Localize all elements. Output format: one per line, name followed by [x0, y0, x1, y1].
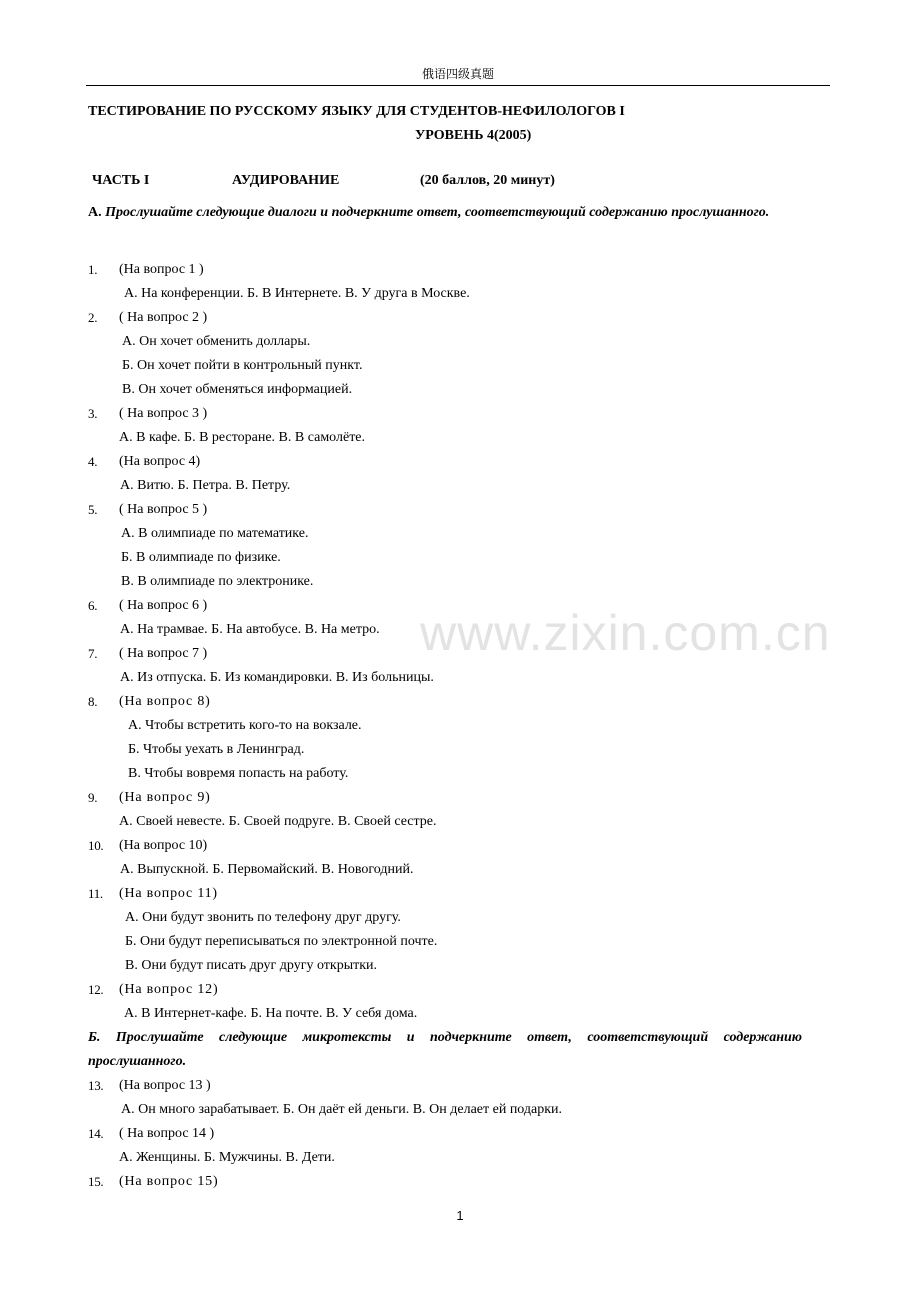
section-a-text: Прослушайте следующие диалоги и подчеркните ответ, соответствующий содержанию прослушанного.: [105, 205, 770, 220]
question-number: 4.: [88, 454, 98, 469]
answer-option: В. Он хочет обменяться информацией.: [122, 382, 353, 397]
section-a-instruction: [88, 201, 826, 225]
question-item: [88, 1074, 828, 1122]
question-prompt: ( На вопрос 7 ): [119, 646, 208, 661]
answer-option: Б. Чтобы уехать в Ленинград.: [128, 742, 305, 757]
answer-option: А. Чтобы встретить кого-то на вокзале.: [128, 718, 362, 733]
question-number: 13.: [88, 1078, 104, 1093]
title-line-2: УРОВЕНЬ 4(2005): [415, 128, 532, 143]
question-header: [88, 1122, 828, 1146]
answer-option: А. В Интернет-кафе. Б. На почте. В. У себя дома.: [124, 1006, 418, 1021]
question-header: [88, 882, 828, 906]
question-header: [88, 1074, 828, 1098]
question-header: [88, 690, 828, 714]
question-prompt: ( На вопрос 14 ): [119, 1126, 215, 1141]
answer-option: А. На трамвае. Б. На автобусе. В. На метро.: [120, 622, 380, 637]
section-b-instruction: [88, 1026, 802, 1074]
question-item: [88, 786, 828, 834]
question-prompt: (На вопрос 9): [119, 790, 211, 805]
question-prompt: (На вопрос 4): [119, 454, 201, 469]
answer-option: Б. Они будут переписываться по электронной почте.: [125, 934, 438, 949]
question-item: [88, 498, 828, 594]
page-number: 1: [456, 1208, 464, 1223]
question-number: 8.: [88, 694, 98, 709]
question-number: 11.: [88, 886, 103, 901]
question-number: 5.: [88, 502, 98, 517]
question-prompt: (На вопрос 8): [119, 694, 211, 709]
question-number: 6.: [88, 598, 98, 613]
question-number: 14.: [88, 1126, 104, 1141]
answer-option: А. Своей невесте. Б. Своей подруге. В. Своей сестре.: [119, 814, 437, 829]
question-header: [88, 498, 828, 522]
question-number: 9.: [88, 790, 98, 805]
question-prompt: (На вопрос 11): [119, 886, 218, 901]
section-b-letter: Б.: [88, 1030, 101, 1045]
part-points: (20 баллов, 20 минут): [420, 173, 555, 188]
question-number: 2.: [88, 310, 98, 325]
question-item: [88, 1122, 828, 1170]
part-name: АУДИРОВАНИЕ: [232, 173, 340, 188]
question-header: [88, 402, 828, 426]
question-item: [88, 450, 828, 498]
part-number: ЧАСТЬ I: [92, 173, 150, 188]
question-prompt: (На вопрос 1 ): [119, 262, 204, 277]
question-item: [88, 882, 828, 978]
answer-option: В. Они будут писать друг другу открытки.: [125, 958, 378, 973]
question-item: [88, 258, 828, 306]
page-header: 俄语四级真题: [421, 67, 494, 81]
question-header: [88, 834, 828, 858]
answer-option: А. Женщины. Б. Мужчины. В. Дети.: [119, 1150, 335, 1165]
answer-option: А. В олимпиаде по математике.: [121, 526, 309, 541]
answer-option: А. В кафе. Б. В ресторане. В. В самолёте.: [119, 430, 366, 445]
question-prompt: (На вопрос 12): [119, 982, 219, 997]
question-item: [88, 642, 828, 690]
answer-option: Б. В олимпиаде по физике.: [121, 550, 281, 565]
answer-option: А. Выпускной. Б. Первомайский. В. Новогодний.: [120, 862, 414, 877]
answer-option: В. В олимпиаде по электронике.: [121, 574, 314, 589]
question-number: 7.: [88, 646, 98, 661]
section-a-letter: А.: [88, 205, 102, 220]
question-header: [88, 594, 828, 618]
answer-option: А. Из отпуска. Б. Из командировки. В. Из больницы.: [120, 670, 434, 685]
question-prompt: (На вопрос 10): [119, 838, 208, 853]
question-number: 3.: [88, 406, 98, 421]
question-prompt: ( На вопрос 6 ): [119, 598, 208, 613]
question-number: 1.: [88, 262, 98, 277]
title-line-1: ТЕСТИРОВАНИЕ ПО РУССКОМУ ЯЗЫКУ ДЛЯ СТУДЕНТОВ-НЕФИЛОЛОГОВ I: [88, 104, 625, 119]
question-prompt: ( На вопрос 3 ): [119, 406, 208, 421]
answer-option: В. Чтобы вовремя попасть на работу.: [128, 766, 349, 781]
question-prompt: (На вопрос 15): [119, 1174, 219, 1189]
question-item: [88, 978, 828, 1026]
answer-option: А. На конференции. Б. В Интернете. В. У друга в Москве.: [124, 286, 470, 301]
question-item: [88, 594, 828, 642]
question-list: [88, 258, 828, 1194]
question-item: [88, 834, 828, 882]
question-prompt: (На вопрос 13 ): [119, 1078, 211, 1093]
answer-option: Б. Он хочет пойти в контрольный пункт.: [122, 358, 363, 373]
question-header: [88, 978, 828, 1002]
header-rule: [86, 85, 830, 86]
document-title: [88, 100, 828, 148]
question-header: [88, 786, 828, 810]
answer-option: А. Он много зарабатывает. Б. Он даёт ей деньги. В. Он делает ей подарки.: [121, 1102, 563, 1117]
question-number: 12.: [88, 982, 104, 997]
section-b-text: Прослушайте следующие микротексты и подчеркните ответ, соответствующий содержанию прослушанного.: [88, 1030, 802, 1069]
watermark: www.zixin.com.cn: [420, 605, 831, 661]
question-item: [88, 402, 828, 450]
question-item: [88, 306, 828, 402]
question-number: 10.: [88, 838, 104, 853]
answer-option: А. Они будут звонить по телефону друг другу.: [125, 910, 401, 925]
question-header: [88, 642, 828, 666]
question-header: [88, 1170, 828, 1194]
question-prompt: ( На вопрос 5 ): [119, 502, 208, 517]
question-item: [88, 1170, 828, 1194]
answer-option: А. Он хочет обменить доллары.: [122, 334, 311, 349]
question-header: [88, 450, 828, 474]
question-header: [88, 306, 828, 330]
question-prompt: ( На вопрос 2 ): [119, 310, 208, 325]
question-header: [88, 258, 828, 282]
question-item: [88, 690, 828, 786]
answer-option: А. Витю. Б. Петра. В. Петру.: [120, 478, 291, 493]
question-number: 15.: [88, 1174, 104, 1189]
